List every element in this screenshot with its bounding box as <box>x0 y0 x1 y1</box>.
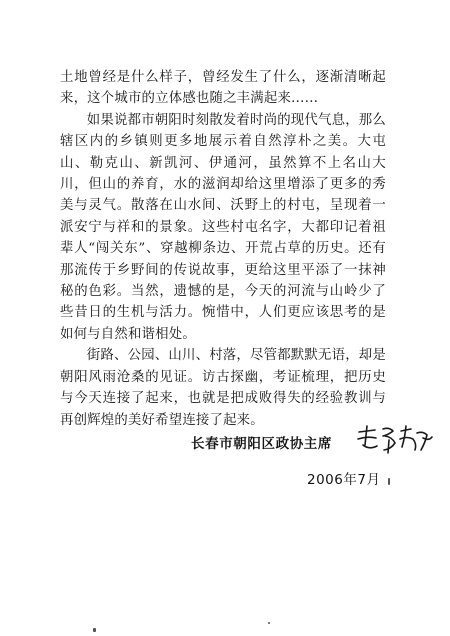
body-text <box>60 67 386 431</box>
scan-speck <box>268 622 270 624</box>
date: 2006年7月 <box>307 472 381 488</box>
paragraph-continuation: 土地曾经是什么样子，曾经发生了什么，逐渐清晰起来，这个城市的立体感也随之丰满起来…… <box>60 70 386 107</box>
signatory-office: 长春市朝阳区政协主席 <box>191 436 332 452</box>
paragraph-conclusion: 街路、公园、山川、村落，尽管都默默无语，却是朝阳风雨沧桑的见证。访古探幽，考证梳理，把历史与今天连接了起来，也就是把成败得失的经验教训与再创辉煌的美好希望连接了起来。 <box>60 348 386 428</box>
signature-block <box>191 427 441 457</box>
scan-speck <box>388 478 390 485</box>
paragraph-nature: 如果说都市朝阳时刻散发着时尚的现代气息，那么辖区内的乡镇则更多地展示着自然淳朴之美。大屯山、勒克山、新凯河、伊通河，虽然算不上名山大川，但山的养育，水的滋润却给这里增添了更多的秀美与灵气。散落在山水间、沃野上的村屯，呈现着一派安宁与祥和的景象。这些村屯名字，大都印记着祖辈人“闯关东”、穿越柳条边、开荒占草的历史。还有那流传于乡野间的传说故事，更给这里平添了一抹神秘的色彩。当然，遗憾的是，今天的河流与山岭少了些昔日的生机与活力。惋惜中，人们更应该思考的是如何与自然和谐相处。 <box>60 112 386 342</box>
scan-speck <box>93 628 96 632</box>
handwritten-signature <box>355 423 435 455</box>
